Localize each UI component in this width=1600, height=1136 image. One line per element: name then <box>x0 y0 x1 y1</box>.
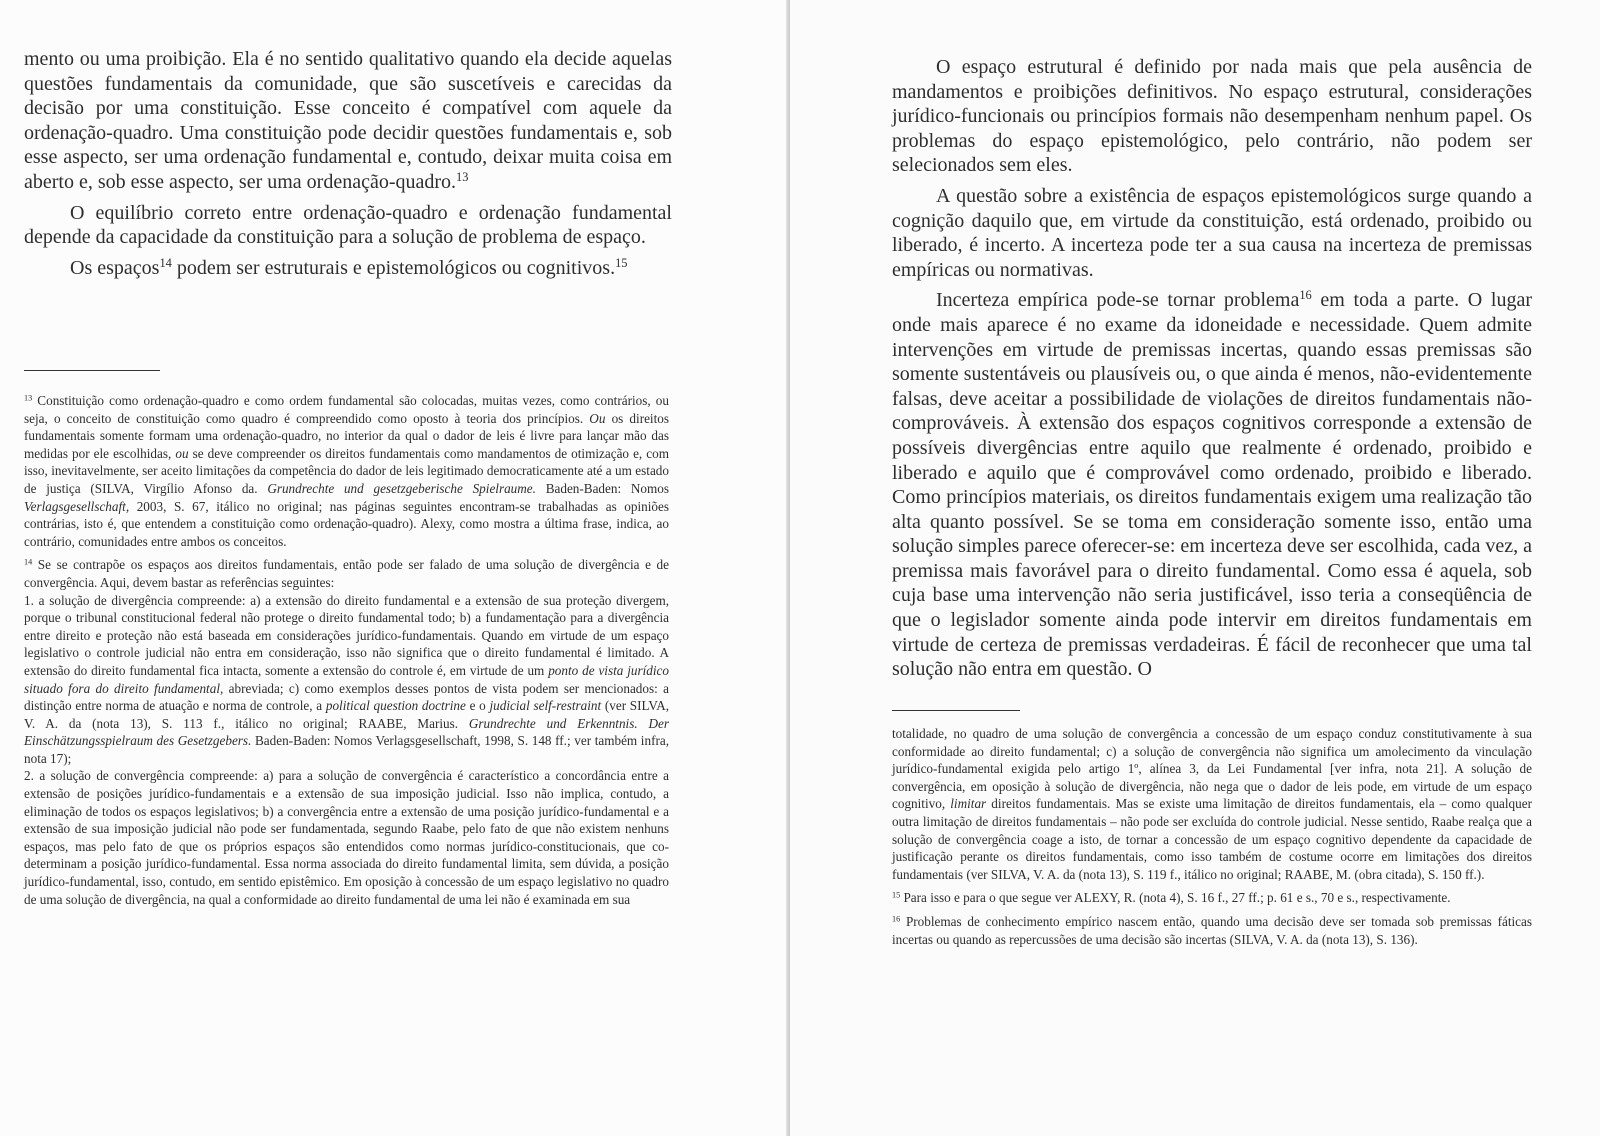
text-run: Baden-Baden: Nomos <box>535 480 669 496</box>
note-marker: 13 <box>24 393 33 403</box>
note-marker: 16 <box>1299 288 1312 303</box>
text-run: Baden-Baden: Nomos Verlagsgesellschaft, 1998, S. 148 ff.; ver também infra, nota 17); <box>24 733 669 766</box>
text-run: O equilíbrio correto entre ordenação-quadro e ordenação fundamental depende da capacidade da constituição para a solução de problema de espaço. <box>24 201 672 249</box>
paragraph <box>892 55 1532 178</box>
text-run: em toda a parte. O lugar onde mais aparece é no exame da idoneidade e necessidade. Quem admite intervenções em virtude de premissas incertas, quando essas premissas são somente sustentáveis ou plausíveis ou, o que ainda é menos, não-evidentemente falsas, deve aceitar a possibilidade de violações de direitos fundamentais não-comprováveis. À extensão dos espaços cognitivos corresponde a extensão de possíveis divergências entre aquilo que realmente é ordenado, proibido e liberado e aquilo que é comprovável como ordenado, proibido e liberado. Como princípios materiais, os direitos fundamentais exigem uma realização tão alta quanto possível. Se se toma em consideração somente isso, então uma solução simples parece oferecer-se: em incerteza deve ser escolhida, cada vez, a premissa mais favorável para o direito fundamental. Como essa é aquela, sob cuja base uma intervenção não seria justificável, isso teria a conseqüência de que o legislador somente ainda pode intervir em direitos fundamentais em virtude de certeza de premissas verdadeiras. É fácil de reconhecer que uma tal solução não entra em questão. O <box>892 289 1532 681</box>
text-run: se deve compreender os direitos fundamentais como mandamentos de otimização e, com isso, inevitavelmente, ser aceito limitações da competência do dador de leis legitimado democraticamente até a um estado de justiça (SILVA, Virgílio Afonso da. <box>24 445 669 496</box>
text-run: judicial self-restraint <box>489 698 602 714</box>
paragraph <box>24 47 672 195</box>
text-run: os direitos fundamentais somente formam uma ordenação-quadro, no interior da qual o dador de leis é livre para lançar mão das medidas por ele escolhidas, <box>24 410 669 461</box>
footnote-14-item-2 <box>24 767 669 908</box>
text-run: podem ser estruturais e epistemológicos ou cognitivos. <box>171 256 616 279</box>
note-marker: 15 <box>615 255 628 270</box>
text-run: A questão sobre a existência de espaços epistemológicos surge quando a cognição daquilo que, em virtude da constituição, está ordenado, proibido ou liberado, é incerto. A incerteza pode ter a sua causa na incerteza de premissas empíricas ou normativas. <box>892 184 1532 281</box>
text-run: Constituição como ordenação-quadro e como ordem fundamental são colocadas, muitas vezes, como contrários, ou seja, o conceito de constituição como quadro é compreendido como oposto à teoria dos princípios. <box>24 393 669 426</box>
text-run: ou <box>175 445 189 461</box>
text-run: 1. a solução de divergência compreende: a) a extensão do direito fundamental e a extensão de sua proteção divergem, porque o tribunal constitucional federal não protege o direito fundamental todo; b) a fundamentação para a divergência entre direito e proteção não está baseada em considerações jurídico-fundamentais. Quando em virtude de um espaço legislativo o controle judicial não entra em consideração, isso não significa que o direito fundamental é limitado. A extensão do direito fundamental fica intacta, somente a extensão do controle é, em virtude de um <box>24 592 669 678</box>
text-run: totalidade, no quadro de uma solução de convergência a concessão de um espaço conduz constitutivamente à sua conformidade ao direito fundamental; c) a solução de convergência não significa um amolecimento da vinculação jurídico-fundamental exigida pelo artigo 1º, alínea 3, da Lei Fundamental [ver infra, nota 21]. A solução de convergência, em oposição à solução de divergência, não nega que o dador de leis pode, em virtude de um espaço cognitivo, <box>892 726 1532 812</box>
text-run: 2003, S. 67, itálico no original; nas páginas seguintes encontram-se trabalhadas as opiniões contrárias, isto é, que entendem a constituição como ordenação-quadro). Alexy, como mostra a última frase, indica, ao contrário, comunidades entre ambos os conceitos. <box>24 498 669 549</box>
footnote-divider <box>892 710 1020 711</box>
text-run: political question doctrine <box>325 698 466 714</box>
footnote-14 <box>24 556 669 591</box>
footnote-14-continued <box>892 725 1532 883</box>
paragraph <box>892 184 1532 282</box>
footnotes <box>24 392 669 908</box>
text-run: Grundrechte und Erkenntnis. Der Einschätzungsspielraum des Gesetzgebers. <box>24 715 669 749</box>
text-run: 2. a solução de convergência compreende: a) para a solução de convergência é característico a concordância entre a extensão de posições jurídico-fundamentais e a extensão de sua imposição judicial. Isso não implica, contudo, a eliminação de todos os espaços legislativos; b) a convergência entre a extensão de uma posição jurídico-fundamental e a extensão de sua imposição judicial não pode ser fundamentada, segundo Raabe, pelo fato de que não existem nenhuns espaços, mas pelo fato de que os próprios espaços são entendidos como normas jurídico-constitucionais, que co-determinam a posição jurídico-fundamental. Essa norma associada do direito fundamental limita, sem dúvida, a posição jurídico-fundamental, isso, contudo, em sentido epistêmico. Em oposição à concessão de um espaço legislativo no quadro de uma solução de divergência, na qual a conformidade ao direito fundamental de uma lei não é examinada em sua <box>24 768 669 907</box>
text-run: Para isso e para o que segue ver ALEXY, R. (nota 4), S. 16 f., 27 ff.; p. 61 e s., 70 e s., respectivamente. <box>900 890 1451 906</box>
text-run: e o <box>465 698 490 714</box>
text-run: abreviada; c) como exemplos desses pontos de vista podem ser mencionados: a distinção entre norma de atuação e norma de controle, a <box>24 680 669 714</box>
paragraph <box>892 288 1532 682</box>
text-run: Incerteza empírica pode-se tornar problema <box>936 289 1300 312</box>
text-run: direitos fundamentais. Mas se existe uma limitação de direitos fundamentais, ela – como qualquer outra limitação de direitos fundamentais – não pode ser excluída do controle judicial. Nesse sentido, Raabe realça que a solução de convergência coage a isto, de tornar a concessão de um espaço cognitivo dependente da capacidade de justificação perante os direitos fundamentais, como isso também de costume ocorre em limitações dos direitos fundamentais (ver SILVA, V. A. da (nota 13), S. 119 f., itálico no original; RAABE, M. (obra citada), S. 150 ff.). <box>892 796 1532 882</box>
text-run: Se se contrapõe os espaços aos direitos fundamentais, então pode ser falado de uma solução de divergência e de convergência. Aqui, devem bastar as referências seguintes: <box>24 557 669 590</box>
text-run: (ver SILVA, V. A. da (nota 13), S. 113 f., itálico no original; RAABE, Marius. <box>24 698 670 731</box>
footnote-14-item-1 <box>24 592 669 768</box>
right-page <box>790 0 1600 1136</box>
text-run: Verlagsgesellschaft, <box>24 498 130 514</box>
text-run: limitar <box>950 796 987 812</box>
note-marker: 14 <box>159 255 172 270</box>
paragraph <box>24 256 672 281</box>
text-run: Grundrechte und gesetzgeberische Spielraume. <box>267 480 536 496</box>
footnotes <box>892 725 1532 954</box>
paragraph <box>24 201 672 250</box>
note-marker: 15 <box>892 890 901 900</box>
text-run: Os espaços <box>70 256 160 279</box>
left-page <box>0 0 790 1136</box>
note-marker: 14 <box>24 557 33 567</box>
footnote-13 <box>24 392 669 550</box>
text-run: Problemas de conhecimento empírico nascem então, quando uma decisão deve ser tomada sob premissas fáticas incertas ou quando as repercussões de uma decisão são incertas (SILVA, V. A. da (nota 13), S. 136). <box>892 913 1532 947</box>
footnote-15 <box>892 889 1532 907</box>
main-text <box>892 55 1532 688</box>
note-marker: 16 <box>892 914 901 924</box>
footnote-16 <box>892 913 1532 948</box>
text-run: Ou <box>589 410 606 426</box>
footnote-divider <box>24 370 160 371</box>
text-run: mento ou uma proibição. Ela é no sentido qualitativo quando ela decide aquelas questões fundamentais da comunidade, que são suscetíveis e carecidas da decisão por uma constituição. Esse conceito é compatível com aquele da ordenação-quadro. Uma constituição pode decidir questões fundamentais e, sob esse aspecto, ser uma ordenação fundamental e, contudo, deixar muita coisa em aberto e, sob esse aspecto, ser uma ordenação-quadro. <box>24 48 672 193</box>
note-marker: 13 <box>456 170 469 185</box>
main-text <box>24 47 672 286</box>
text-run: O espaço estrutural é definido por nada mais que pela ausência de mandamentos e proibições definitivos. No espaço estrutural, considerações jurídico-funcionais ou princípios formais não desempenham nenhum papel. Os problemas do espaço epistemológico, pelo contrário, não podem ser selecionados sem eles. <box>892 56 1532 177</box>
text-run: ponto de vista jurídico situado fora do direito fundamental, <box>24 662 669 696</box>
